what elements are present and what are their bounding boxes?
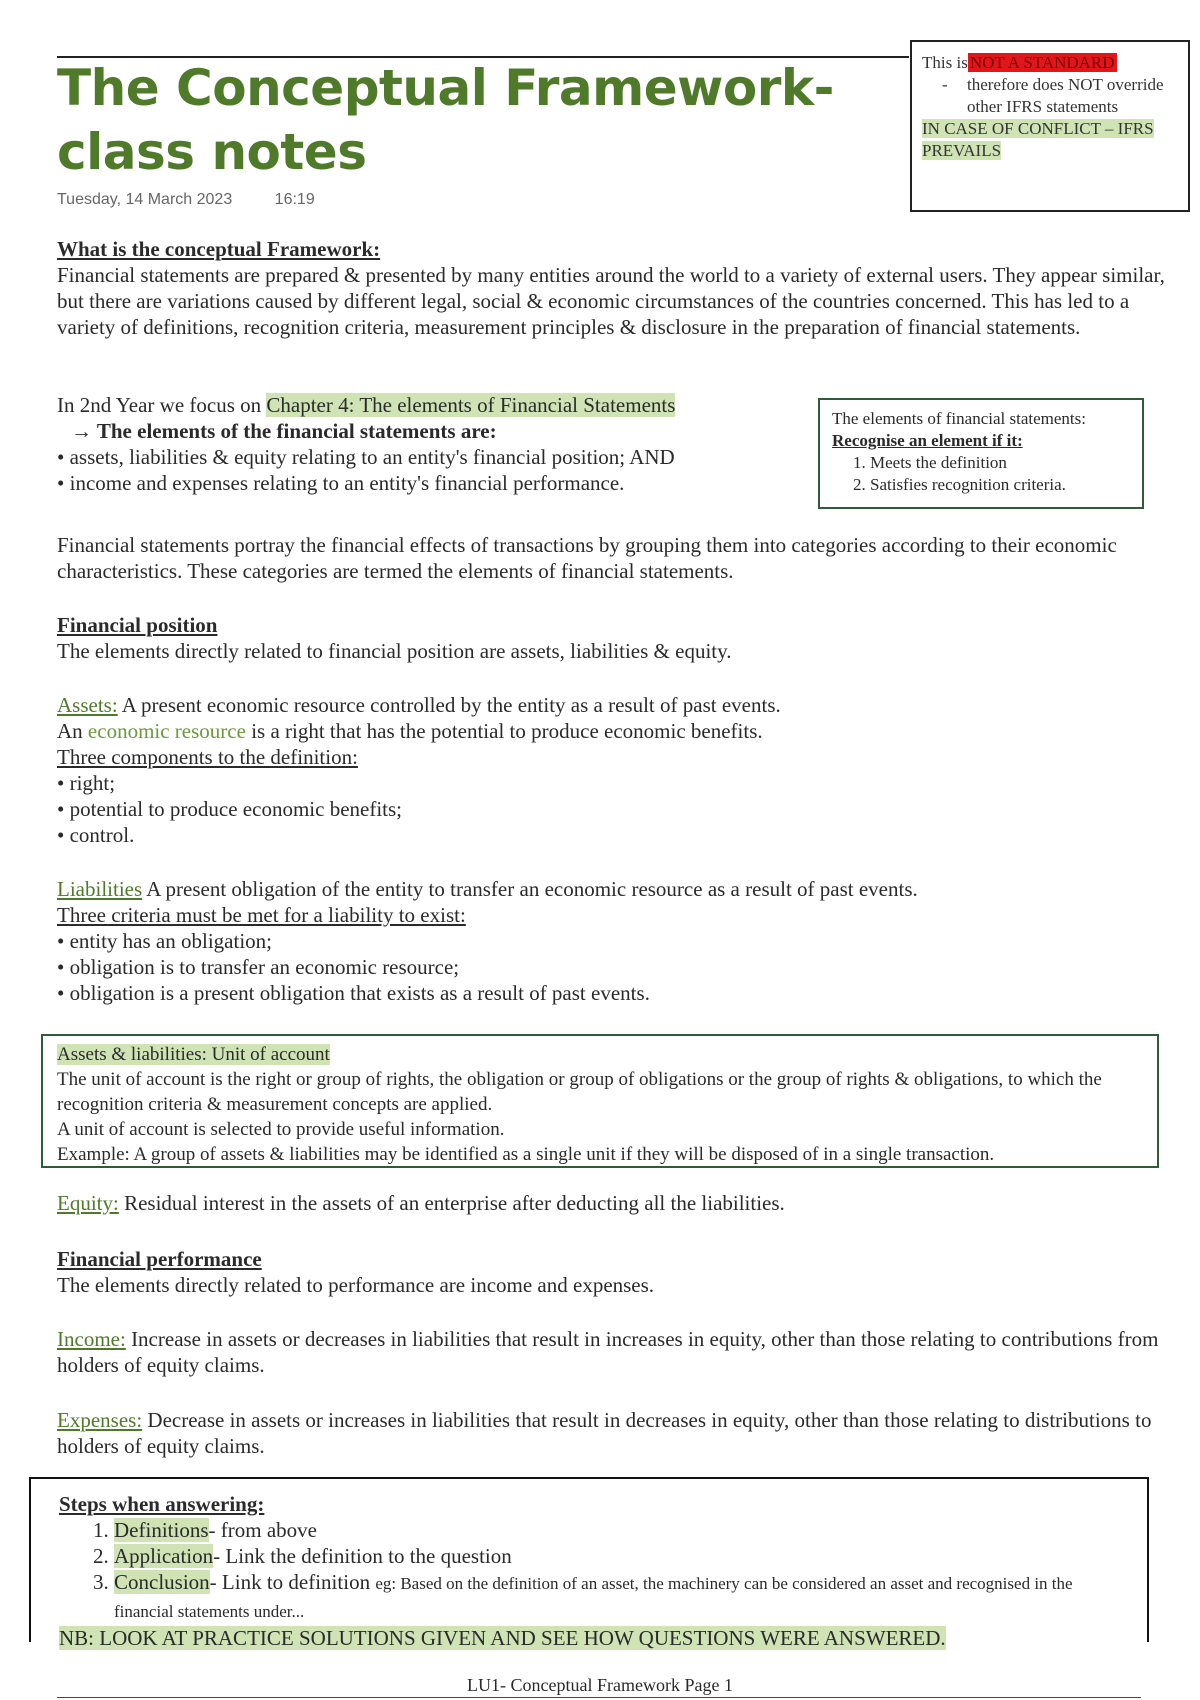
list-item: • control. (57, 822, 1167, 848)
page-meta (57, 191, 353, 209)
step-example: eg: Based on the definition of an asset, the machinery can be considered an asset and recognised in the financial statements under... (114, 1574, 1073, 1621)
step-rest: - Link the definition to the question (213, 1544, 512, 1568)
nb-line (59, 1625, 1119, 1651)
liabilities-section (57, 876, 1167, 1006)
financial-performance-heading: Financial performance (57, 1247, 262, 1271)
criteria-heading: Three criteria must be met for a liability to exist: (57, 903, 466, 927)
equity-term: Equity: (57, 1191, 119, 1215)
assets-section (57, 692, 1167, 848)
resource-prefix: An (57, 719, 83, 743)
list-item: 1. Meets the definition (870, 452, 1130, 474)
assets-definition: A present economic resource controlled by the entity as a result of past events. (121, 693, 781, 717)
financial-position-body: The elements directly related to financial position are assets, liabilities & equity. (57, 639, 732, 663)
focus-prefix: In 2nd Year we focus on (57, 393, 262, 417)
list-item (114, 1517, 1119, 1543)
note-line-1 (922, 52, 1178, 74)
step-term: Conclusion (114, 1570, 210, 1594)
income-definition: Increase in assets or decreases in liabilities that result in increases in equity, other than those relating to contributions from holders of equity claims. (57, 1327, 1159, 1377)
recognise-list (832, 452, 1130, 496)
step-term: Application (114, 1544, 214, 1568)
unit-line-2: A unit of account is selected to provide useful information. (57, 1119, 505, 1140)
list-item (114, 1569, 1119, 1625)
unit-line-1: The unit of account is the right or group of rights, the obligation or group of obligations or the group of rights & obligations, to which the recognition criteria & measurement concepts are applied. (57, 1069, 1102, 1115)
list-item: • obligation is a present obligation that exists as a result of past events. (57, 980, 1167, 1006)
recognise-subtitle: Recognise an element if it: (832, 431, 1023, 450)
portray-paragraph: Financial statements portray the financial effects of transactions by grouping them into categories according to their economic characteristics. These categories are termed the elements of financial statements. (57, 533, 1117, 583)
step-rest: - from above (208, 1518, 317, 1542)
unit-of-account-box (41, 1034, 1159, 1168)
list-item: • income and expenses relating to an entity's financial performance. (57, 470, 807, 496)
page-date: Tuesday, 14 March 2023 (57, 191, 233, 208)
elements-line-text: The elements of the financial statements are: (96, 419, 497, 443)
components-list (57, 770, 1167, 848)
note-bullets (922, 74, 1178, 118)
conflict-note: IN CASE OF CONFLICT – IFRS PREVAILS (922, 119, 1154, 160)
page-footer: LU1- Conceptual Framework Page 1 (467, 1675, 733, 1695)
list-item: • potential to produce economic benefits; (57, 796, 1167, 822)
recognise-element-box (818, 398, 1144, 509)
income-section (57, 1326, 1167, 1378)
criteria-list (57, 928, 1167, 1006)
unit-line-3: Example: A group of assets & liabilities may be identified as a single unit if they will be disposed of in a single transaction. (57, 1144, 995, 1165)
liabilities-term: Liabilities (57, 877, 143, 901)
intro-heading: What is the conceptual Framework: (57, 237, 381, 261)
focus-section (57, 392, 807, 496)
income-term: Income: (57, 1327, 126, 1351)
financial-position-section (57, 612, 1167, 664)
elements-bullets (57, 444, 807, 496)
recognise-title: The elements of financial statements: (832, 409, 1086, 428)
arrow-icon: → (71, 419, 92, 443)
components-heading: Three components to the definition: (57, 745, 358, 769)
unit-title-text: Assets & liabilities: Unit of account (57, 1044, 330, 1065)
financial-position-heading: Financial position (57, 613, 218, 637)
list-item: • entity has an obligation; (57, 928, 1167, 954)
unit-title (57, 1042, 1143, 1067)
steps-heading: Steps when answering: (59, 1492, 265, 1516)
expenses-section (57, 1407, 1167, 1459)
assets-definition-line (57, 692, 1167, 718)
steps-box (29, 1477, 1149, 1650)
step-rest: - Link to definition (209, 1570, 371, 1594)
list-item: • assets, liabilities & equity relating to an entity's financial position; AND (57, 444, 807, 470)
intro-body: Financial statements are prepared & presented by many entities around the world to a variety of external users. They appear similar, but there are variations caused by different legal, social & economic circumstances of the countries concerned. This has led to a variety of definitions, recognition criteria, measurement principles & disclosure in the preparation of financial statements. (57, 263, 1165, 339)
page-time: 16:19 (274, 191, 315, 208)
list-item: 2. Satisfies recognition criteria. (870, 474, 1130, 496)
resource-suffix: is a right that has the potential to produce economic benefits. (251, 719, 763, 743)
economic-resource-term: economic resource (87, 719, 246, 743)
note-prefix: This is (922, 53, 968, 72)
footer-rule (57, 1697, 1141, 1698)
not-a-standard-highlight: NOT A STANDARD (969, 53, 1115, 72)
liabilities-definition-line (57, 876, 1167, 902)
step-term: Definitions (114, 1518, 209, 1542)
expenses-definition: Decrease in assets or increases in liabilities that result in decreases in equity, other than those relating to distributions to holders of equity claims. (57, 1408, 1152, 1458)
equity-definition: Residual interest in the assets of an enterprise after deducting all the liabilities. (124, 1191, 785, 1215)
financial-performance-section (57, 1246, 1167, 1298)
list-item: • right; (57, 770, 1167, 796)
list-item: • obligation is to transfer an economic resource; (57, 954, 1167, 980)
focus-line (57, 392, 807, 418)
liabilities-definition: A present obligation of the entity to transfer an economic resource as a result of past events. (146, 877, 918, 901)
list-item (114, 1543, 1119, 1569)
page-title: The Conceptual Framework-class notes (57, 59, 834, 181)
chapter-highlight: Chapter 4: The elements of Financial Statements (266, 393, 676, 417)
intro-section (57, 236, 1167, 340)
financial-performance-body: The elements directly related to performance are income and expenses. (57, 1273, 655, 1297)
economic-resource-line (57, 718, 1167, 744)
elements-line (57, 418, 807, 444)
note-bullet: - therefore does NOT override other IFRS statements (967, 74, 1178, 118)
steps-list (59, 1517, 1119, 1625)
expenses-term: Expenses: (57, 1408, 143, 1432)
assets-term: Assets: (57, 693, 118, 717)
not-a-standard-note (910, 40, 1190, 212)
equity-section (57, 1190, 1167, 1216)
nb-text: NB: LOOK AT PRACTICE SOLUTIONS GIVEN AND SEE HOW QUESTIONS WERE ANSWERED. (59, 1626, 946, 1650)
